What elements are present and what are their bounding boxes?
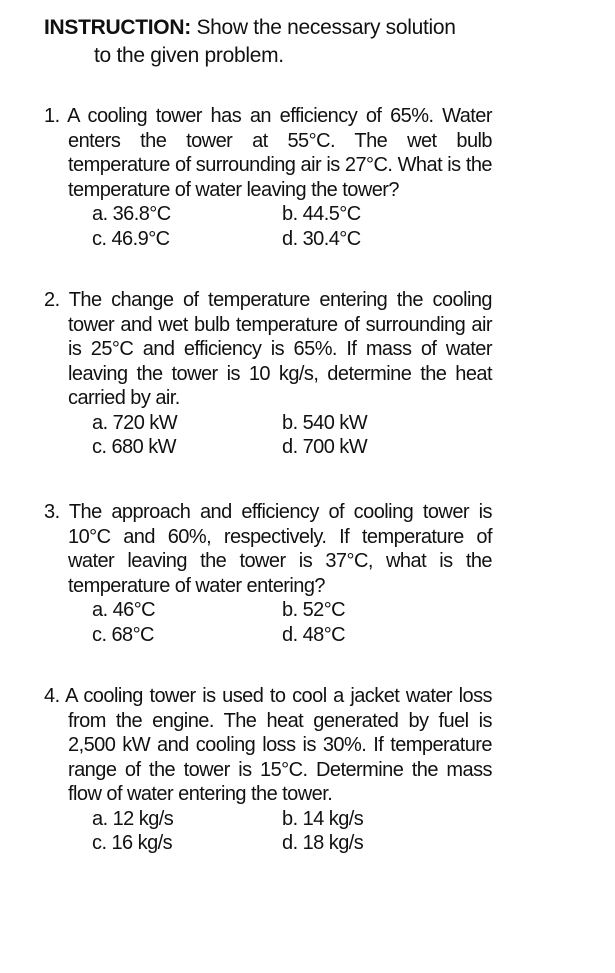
question-4-choices (44, 807, 492, 856)
choice-c: c. 680 kW (92, 436, 176, 458)
choice-row (92, 435, 492, 460)
question-3-text: 3. The approach and efficiency of cooling tower is 10°C and 60%, respectively. If temperature of water leaving the tower is 37°C, what is the temperature of water entering? (44, 501, 492, 597)
choice-c: c. 46.9°C (92, 227, 170, 250)
choice-row (92, 227, 492, 252)
question-3 (44, 500, 492, 647)
instruction-block (44, 14, 494, 70)
choice-row (92, 831, 492, 856)
choice-a: a. 720 kW (92, 411, 178, 434)
choice-c: c. 16 kg/s (92, 832, 173, 854)
choice-d: d. 18 kg/s (282, 832, 364, 854)
instruction-text-line2: to the given problem. (94, 44, 284, 67)
choice-a: a. 36.8°C (92, 203, 171, 225)
choice-d: d. 30.4°C (282, 227, 361, 250)
question-4-text: 4. A cooling tower is used to cool a jacket water loss from the engine. The heat generated by fuel is 2,500 kW and cooling loss is 30%. If temperature range of the tower is 15°C. Determine the mass flow of water entering the tower. (44, 685, 492, 805)
choice-c: c. 68°C (92, 623, 154, 646)
choice-b: b. 44.5°C (282, 203, 361, 225)
choice-a: a. 46°C (92, 599, 156, 621)
question-2-choices (44, 411, 492, 460)
choice-b: b. 540 kW (282, 411, 368, 434)
question-1 (44, 104, 492, 251)
choice-a: a. 12 kg/s (92, 807, 174, 830)
choice-row (92, 202, 492, 227)
choice-row (92, 807, 492, 832)
choice-b: b. 52°C (282, 599, 346, 621)
question-2 (44, 288, 492, 460)
choice-d: d. 48°C (282, 623, 346, 646)
choice-row (92, 411, 492, 436)
question-4 (44, 684, 492, 856)
choice-row (92, 598, 492, 623)
choice-b: b. 14 kg/s (282, 807, 364, 830)
question-1-choices (44, 202, 492, 251)
choice-row (92, 623, 492, 648)
question-1-text: 1. A cooling tower has an efficiency of 65%. Water enters the tower at 55°C. The wet bulb temperature of surrounding air is 27°C. What is the temperature of water leaving the tower? (44, 105, 492, 201)
question-3-choices (44, 598, 492, 647)
question-2-text: 2. The change of temperature entering the cooling tower and wet bulb temperature of surrounding air is 25°C and efficiency is 65%. If mass of water leaving the tower is 10 kg/s, determine the heat carried by air. (44, 289, 492, 409)
instruction-text-line1: Show the necessary solution (196, 16, 456, 39)
instruction-label: INSTRUCTION: (44, 16, 191, 39)
choice-d: d. 700 kW (282, 436, 368, 458)
